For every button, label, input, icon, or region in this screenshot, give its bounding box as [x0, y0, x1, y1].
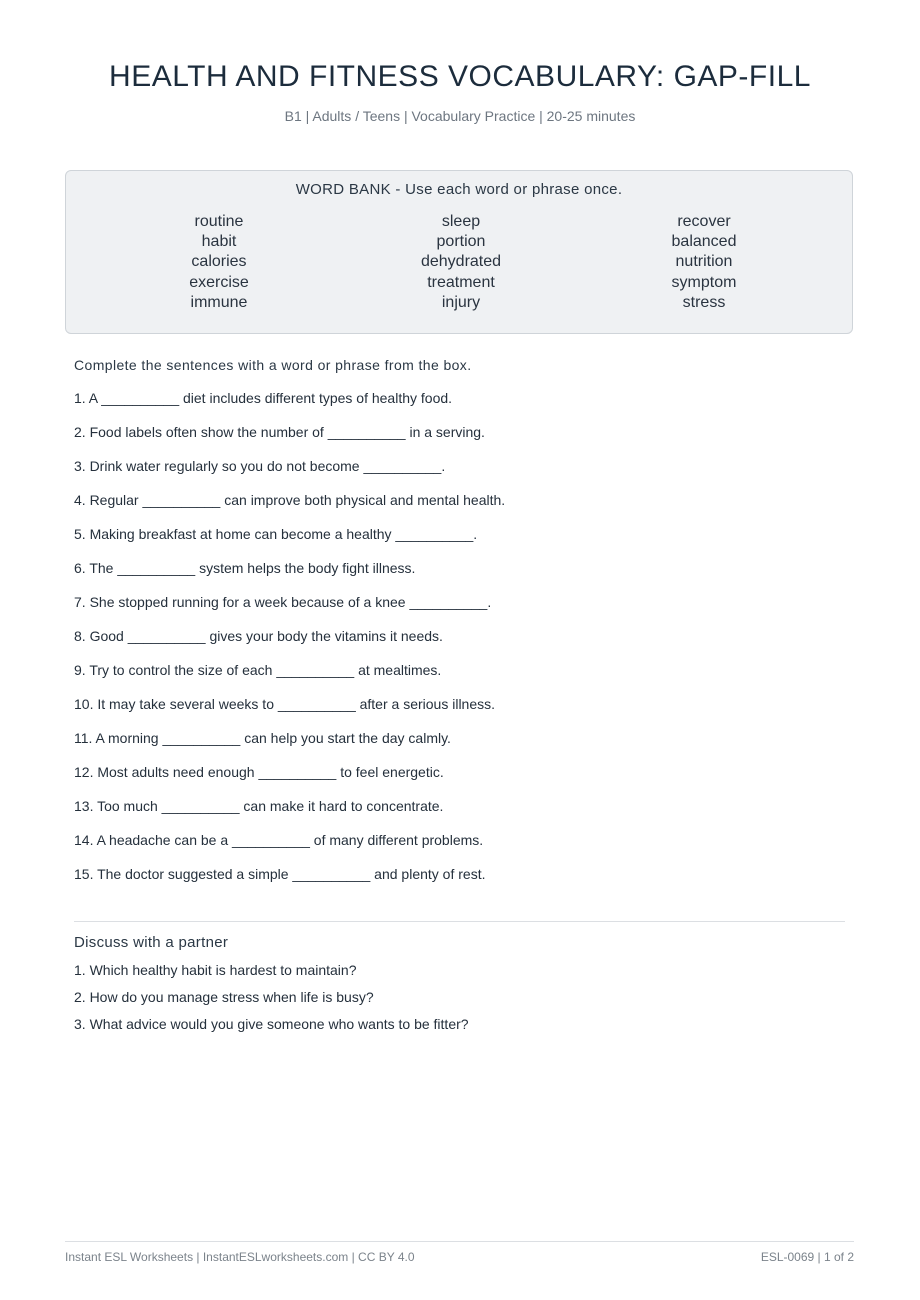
footer-page-number: ESL-0069 | 1 of 2 — [760, 1250, 854, 1264]
word-bank-word: nutrition — [675, 253, 733, 271]
word-bank-word: symptom — [671, 273, 737, 291]
word-bank-word: calories — [191, 253, 247, 271]
word-bank-column-1 — [119, 212, 319, 313]
footer-credit: Instant ESL Worksheets | InstantESLworksheets.com | CC BY 4.0 — [65, 1250, 415, 1264]
word-bank-word: treatment — [427, 273, 495, 291]
gap-fill-sentence: 12. Most adults need enough __________ to feel energetic. — [74, 764, 444, 780]
word-bank-word: balanced — [671, 233, 737, 251]
word-bank-word: habit — [201, 233, 237, 251]
gap-fill-sentence: 10. It may take several weeks to __________ after a serious illness. — [74, 696, 496, 712]
word-bank-word: injury — [441, 293, 481, 311]
discussion-question: 2. How do you manage stress when life is busy? — [74, 989, 374, 1005]
word-bank-column-2 — [361, 212, 561, 313]
gap-fill-sentence: 4. Regular __________ can improve both physical and mental health. — [74, 492, 506, 508]
word-bank-word: exercise — [189, 273, 249, 291]
word-bank-word: portion — [436, 233, 486, 251]
gap-fill-sentences — [74, 390, 505, 900]
discussion-questions — [74, 962, 469, 1043]
gap-fill-sentence: 7. She stopped running for a week because of a knee __________. — [74, 594, 492, 610]
gap-fill-sentence: 14. A headache can be a __________ of many different problems. — [74, 832, 484, 848]
page-subtitle: B1 | Adults / Teens | Vocabulary Practice | 20-25 minutes — [284, 108, 636, 124]
word-bank-word: sleep — [441, 213, 481, 230]
word-bank-word: stress — [682, 293, 726, 311]
gap-fill-sentence: 11. A morning __________ can help you start the day calmly. — [74, 730, 451, 746]
discussion-question: 3. What advice would you give someone who wants to be fitter? — [74, 1016, 469, 1032]
footer-divider — [65, 1241, 854, 1242]
discussion-question: 1. Which healthy habit is hardest to maintain? — [74, 962, 357, 978]
gap-fill-sentence: 15. The doctor suggested a simple __________ and plenty of rest. — [74, 866, 486, 882]
gap-fill-sentence: 6. The __________ system helps the body fight illness. — [74, 560, 416, 576]
section-divider — [74, 921, 845, 922]
gap-fill-sentence: 1. A __________ diet includes different types of healthy food. — [74, 390, 453, 406]
word-bank-heading: WORD BANK - Use each word or phrase once. — [295, 181, 623, 198]
word-bank-word: immune — [190, 293, 248, 311]
word-bank-word: routine — [194, 213, 244, 230]
exercise-instructions: Complete the sentences with a word or phrase from the box. — [74, 357, 472, 373]
word-bank-word: recover — [677, 213, 731, 230]
gap-fill-sentence: 5. Making breakfast at home can become a healthy __________. — [74, 526, 478, 542]
gap-fill-sentence: 3. Drink water regularly so you do not become __________. — [74, 458, 446, 474]
discussion-heading: Discuss with a partner — [74, 934, 229, 951]
gap-fill-sentence: 13. Too much __________ can make it hard to concentrate. — [74, 798, 444, 814]
gap-fill-sentence: 8. Good __________ gives your body the vitamins it needs. — [74, 628, 443, 644]
gap-fill-sentence: 2. Food labels often show the number of __________ in a serving. — [74, 424, 485, 440]
gap-fill-sentence: 9. Try to control the size of each __________ at mealtimes. — [74, 662, 442, 678]
page-title: HEALTH AND FITNESS VOCABULARY: GAP-FILL — [109, 60, 811, 93]
word-bank — [65, 170, 853, 334]
word-bank-word: dehydrated — [420, 253, 502, 271]
word-bank-column-3 — [604, 212, 804, 313]
